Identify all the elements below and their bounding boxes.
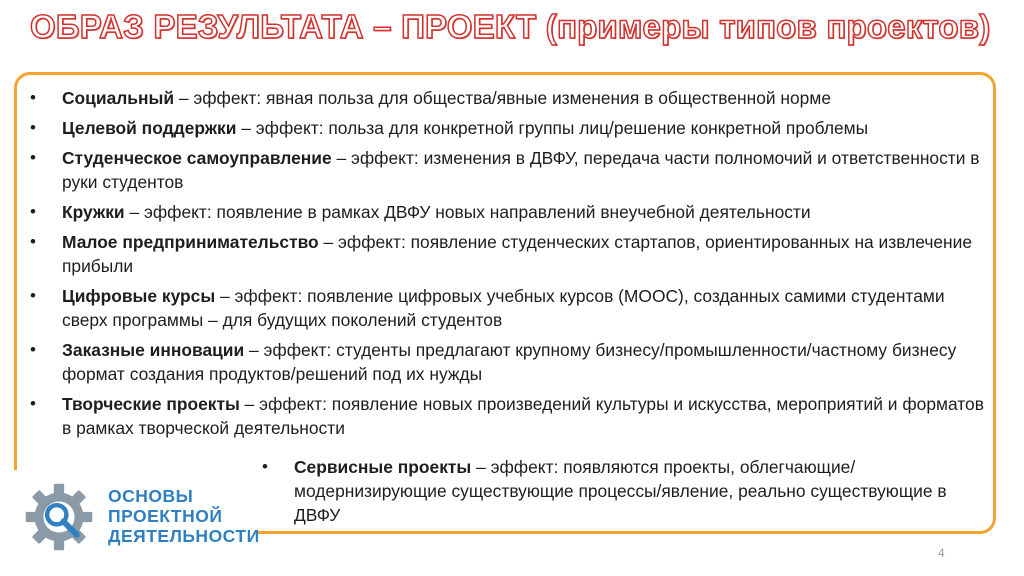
bullet-icon: • [30, 232, 36, 251]
list-item [30, 338, 990, 386]
item-text: – эффект: студенты предлагают крупному бизнесу/промышленности/частному бизнесу формат создания продуктов/решений под их нужды [62, 340, 957, 384]
bullet-icon: • [30, 88, 36, 107]
gear-magnifier-icon [22, 480, 96, 554]
item-text: – эффект: польза для конкретной группы лиц/решение конкретной проблемы [236, 118, 869, 138]
item-text: – эффект: появляются проекты, облегчающие/модернизирующие существующие процессы/явление, реально существующие в ДВФУ [294, 457, 947, 525]
item-term: Заказные инновации [62, 340, 245, 360]
bullet-icon: • [30, 118, 36, 137]
item-term: Социальный [62, 88, 175, 108]
item-term: Студенческое самоуправление [62, 148, 332, 168]
logo-line: ДЕЯТЕЛЬНОСТИ [108, 526, 260, 546]
logo-line: ОСНОВЫ [108, 486, 194, 506]
item-term: Кружки [62, 202, 125, 222]
item-term: Целевой поддержки [62, 118, 237, 138]
bullet-icon: • [30, 148, 36, 167]
item-text: – эффект: появление в рамках ДВФУ новых направлений внеучебной деятельности [124, 202, 811, 222]
list-item [30, 284, 990, 332]
item-text: – эффект: явная польза для общества/явные изменения в общественной норме [174, 88, 831, 108]
item-text: – эффект: появление студенческих стартапов, ориентированных на извлечение прибыли [62, 232, 973, 276]
item-text: – эффект: появление цифровых учебных курсов (МООС), созданных самими студентами сверх программы – для будущих поколений студентов [62, 286, 945, 330]
course-logo [18, 476, 258, 552]
list-item [30, 86, 990, 110]
logo-text [108, 486, 260, 546]
list-item [30, 392, 990, 440]
list-item [30, 146, 990, 194]
bullet-icon: • [262, 457, 268, 476]
list-item [30, 116, 990, 140]
logo-line: ПРОЕКТНОЙ [108, 506, 223, 526]
service-projects-list [262, 455, 962, 527]
item-term: Творческие проекты [62, 394, 240, 414]
item-text: – эффект: изменения в ДВФУ, передача части полномочий и ответственности в руки студентов [62, 148, 980, 192]
bullet-icon: • [30, 202, 36, 221]
item-term: Сервисные проекты [294, 457, 472, 477]
bullet-icon: • [30, 394, 36, 413]
page-number: 4 [938, 546, 945, 560]
item-text: – эффект: появление новых произведений культуры и искусства, мероприятий и форматов в рамках творческой деятельности [62, 394, 984, 438]
list-item [262, 455, 962, 527]
project-types-list [30, 86, 990, 446]
slide-title: ОБРАЗ РЕЗУЛЬТАТА – ПРОЕКТ (примеры типов проектов) [30, 8, 991, 45]
list-item [30, 200, 990, 224]
bullet-icon: • [30, 286, 36, 305]
item-term: Цифровые курсы [62, 286, 216, 306]
item-term: Малое предпринимательство [62, 232, 319, 252]
bullet-icon: • [30, 340, 36, 359]
list-item [30, 230, 990, 278]
